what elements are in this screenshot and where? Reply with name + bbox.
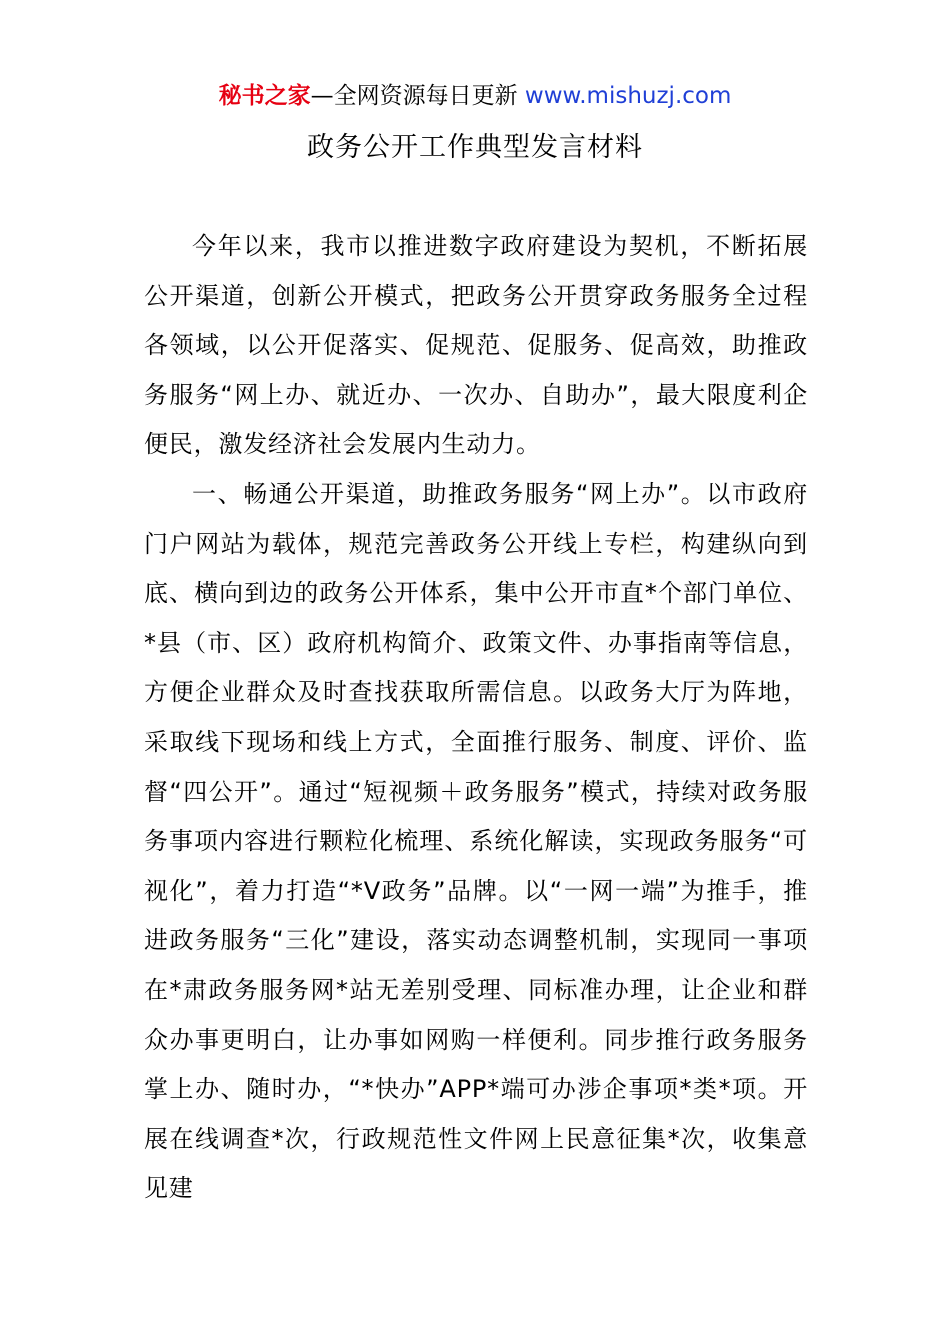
paragraph-section-one: 一、畅通公开渠道，助推政务服务“网上办”。以市政府门户网站为载体，规范完善政务公开线上专栏，构建纵向到底、横向到边的政务公开体系，集中公开市直*个部门单位、*县（市、区）政府机构简介、政策文件、办事指南等信息，方便企业群众及时查找获取所需信息。以政务大厅为阵地，采取线下现场和线上方式，全面推行服务、制度、评价、监督“四公开”。通过“短视频＋政务服务”模式，持续对政务服务事项内容进行颗粒化梳理、系统化解读，实现政务服务“可视化”，着力打造“*V政务”品牌。以“一网一端”为推手，推进政务服务“三化”建设，落实动态调整机制，实现同一事项在*肃政务服务网*站无差别受理、同标准办理，让企业和群众办事更明白，让办事如网购一样便利。同步推行政务服务掌上办、随时办，“*快办”APP*端可办涉企事项*类*项。开展在线调查*次，行政规范性文件网上民意征集*次，收集意见建 [144, 479, 808, 1203]
brand-name: 秘书之家 [218, 83, 311, 109]
document-title: 政务公开工作典型发言材料 [307, 132, 643, 163]
website-link[interactable]: www.mishuzj.com [524, 83, 732, 109]
paragraph-intro: 今年以来，我市以推进数字政府建设为契机，不断拓展公开渠道，创新公开模式，把政务公开贯穿政务服务全过程各领域，以公开促落实、促规范、促服务、促高效，助推政务服务“网上办、就近办、一次办、自助办”，最大限度利企便民，激发经济社会发展内生动力。 [144, 232, 808, 459]
header-tagline: —全网资源每日更新 [310, 83, 525, 109]
document-body [144, 222, 808, 1214]
site-header [0, 80, 950, 112]
